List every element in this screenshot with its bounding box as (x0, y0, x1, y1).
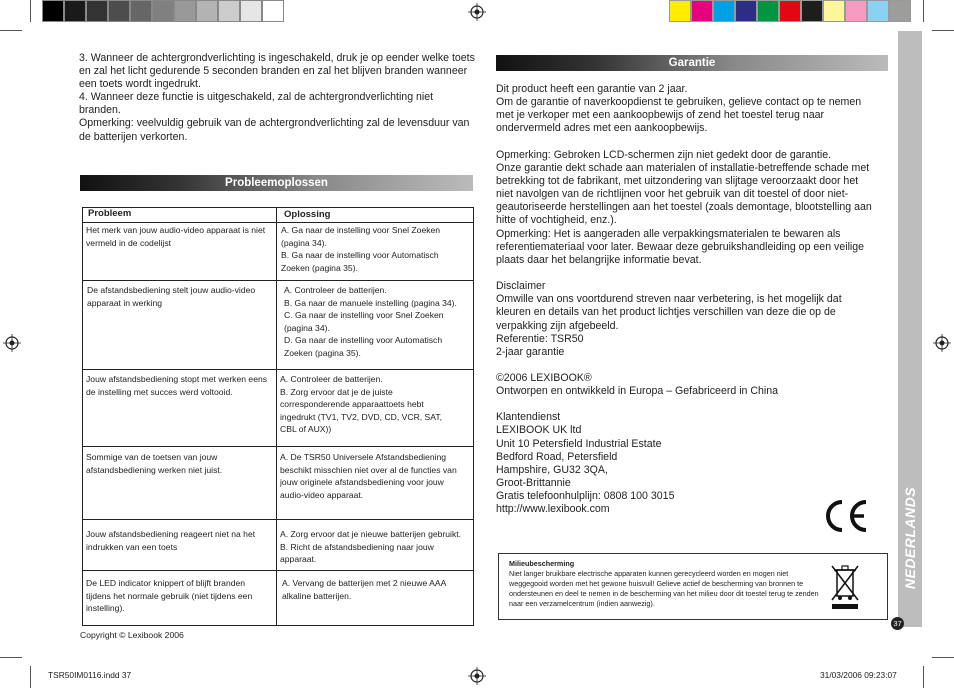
grey-swatch (130, 0, 152, 22)
table-row-solution (284, 284, 469, 360)
environment-title: Milieubescherming (509, 559, 575, 568)
solution-step: C. Ga naar de instelling voor Snel Zoeken (pagina 34). (284, 310, 444, 333)
language-label-text: NEDERLANDS (902, 486, 918, 590)
grey-swatch (218, 0, 240, 22)
packaging-note: Opmerking: Het is aangeraden alle verpakkingsmaterialen te bewaren als referentiemateriaal voor later. Bewaar deze gebruikshandleiding op een veilige plaats daar het belangrijke informatie bevat. (496, 227, 865, 266)
solution-step: B. Ga naar de manuele instelling (pagina 34). (284, 297, 457, 308)
disclaimer-text: Omwille van ons voortdurend streven naar verbetering, is het mogelijk dat kleuren en details van het product lichtjes verschillen van deze die op de verpakking zijn afgebeeld. (496, 293, 842, 332)
warranty-coverage: Onze garantie dekt schade aan materialen of installatie-betreffende schade met betrekking tot de fabrikant, met uitzondering van slijtage veroorzaakt door het niet navolgen van de richtlijnen voor het gebruik van dit toestel of door niet-geautoriseerde herstellingen aan het toestel (zoals demontage, blootstelling aan hitte of vochtigheid, enz.). (496, 161, 872, 227)
grey-swatch (42, 0, 64, 22)
color-swatch (801, 0, 823, 22)
solution-step: A. Vervang de batterijen met 2 nieuwe AAA alkaline batterijen. (282, 578, 446, 601)
solution-step: A. Controleer de batterijen. (284, 285, 387, 295)
address-line: Groot-Brittannie (496, 477, 571, 490)
solution-step: A. Controleer de batterijen. (280, 374, 383, 384)
table-border-bottom (82, 625, 474, 626)
table-row-problem: De LED indicator knippert of blijft branden tijdens het normale gebruik (niet tijdens een instelling). (86, 578, 253, 614)
footer-file: TSR50IM0116.indd 37 (48, 670, 132, 680)
troubleshooting-heading: Probleemoplossen (80, 175, 473, 191)
table-border-right (473, 207, 474, 626)
instruction-step-4: 4. Wanneer deze functie is uitgeschakeld, zal de achtergrondverlichting niet branden. (79, 91, 434, 117)
crossed-bin-icon (829, 562, 861, 612)
grey-swatch (86, 0, 108, 22)
table-row-rule (82, 446, 474, 447)
registration-mark-top (468, 3, 486, 21)
column-header-solution: Oplossing (284, 209, 331, 220)
solution-step: B. Zorg ervoor dat je de juiste corresponderende apparaattoets hebt ingedrukt (TV1, TV2, DVD, CD, VCR, SAT, CBL of AUX)) (280, 386, 443, 435)
solution-step: A. Zorg ervoor dat je nieuwe batterijen gebruikt. (280, 529, 462, 539)
table-row-solution (281, 224, 469, 274)
customer-service-title: Klantendienst (496, 411, 561, 424)
color-swatch (713, 0, 735, 22)
grey-swatch (108, 0, 130, 22)
column-header-problem: Probleem (88, 208, 132, 219)
color-swatch (867, 0, 889, 22)
copyright-lexibook: ©2006 LEXIBOOK® (496, 371, 592, 384)
address-line: LEXIBOOK UK ltd (496, 424, 582, 437)
color-swatch (669, 0, 691, 22)
warranty-line: Om de garantie of naverkoopdienst te gebruiken, gelieve contact op te nemen met je verkoper met een aankoopbewijs of zend het toestel terug naar ondervermeld adres met een aankoopbewijs. (496, 96, 862, 135)
address-line: Unit 10 Petersfield Industrial Estate (496, 437, 662, 450)
language-label (898, 480, 922, 600)
reference: Referentie: TSR50 (496, 332, 584, 345)
ce-mark-icon (822, 498, 870, 534)
grey-swatch (64, 0, 86, 22)
table-border-top (82, 207, 474, 208)
environment-notice (509, 559, 825, 609)
color-swatch (889, 0, 911, 22)
origin: Ontworpen en ontwikkeld in Europa – Gefabriceerd in China (496, 385, 779, 398)
warranty-heading: Garantie (496, 55, 888, 71)
grey-swatch (152, 0, 174, 22)
table-row-rule (82, 369, 474, 370)
instruction-step-3: 3. Wanneer de achtergrondverlichting is ingeschakeld, druk je op eender welke toets en zal het licht gedurende 5 seconden branden en zal het blijven branden wanneer een toets wordt ingedrukt. (79, 52, 475, 91)
color-swatch (779, 0, 801, 22)
registration-mark-left (3, 334, 21, 352)
disclaimer-title: Disclaimer (496, 280, 546, 293)
solution-step: A. Ga naar de instelling voor Snel Zoeken (pagina 34). (281, 225, 441, 248)
table-row-rule (82, 519, 474, 520)
address-line: Bedford Road, Petersfield (496, 450, 618, 463)
table-row-rule (82, 570, 474, 571)
table-header-rule (82, 222, 474, 223)
address-line: Hampshire, GU32 3QA, (496, 463, 608, 476)
warranty-text (496, 83, 876, 517)
grey-swatch (196, 0, 218, 22)
table-row-problem: Sommige van de toetsen van jouw afstandsbediening werken niet juist. (86, 452, 223, 475)
helpline: Gratis telefoonhulplijn: 0808 100 3015 (496, 490, 675, 503)
grey-swatch (174, 0, 196, 22)
copyright: Copyright © Lexibook 2006 (80, 630, 184, 640)
grey-swatch (262, 0, 284, 22)
table-row-solution (280, 451, 470, 501)
page-number: 37 (891, 617, 904, 630)
table-border-left (82, 207, 83, 626)
color-swatch (823, 0, 845, 22)
registration-mark-bottom (468, 667, 486, 685)
table-row-problem: Jouw afstandsbediening stopt met werken eens de instelling met succes werd voltooid. (86, 374, 268, 397)
environment-text: Niet langer bruikbare electrische apparaten kunnen gerecycleerd worden en mogen niet weggegooid worden met het gewone huisvuil! Gelieve actief de bescherming van bronnen te ondersteunen en deel te nemen in de bescherming van het milieu door dit toestel terug te zenden naar een verzamelcentrum (indien aanwezig). (509, 569, 819, 608)
solution-step: B. Richt de afstandsbediening naar jouw apparaat. (280, 541, 434, 565)
lcd-note: Opmerking: Gebroken LCD-schermen zijn niet gedekt door de garantie. (496, 148, 832, 161)
table-column-divider (276, 207, 277, 626)
backlight-instructions (79, 52, 475, 144)
color-swatch (757, 0, 779, 22)
registration-mark-right (933, 334, 951, 352)
color-swatch (735, 0, 757, 22)
warranty-line: Dit product heeft een garantie van 2 jaar. (496, 83, 688, 95)
grey-swatch (240, 0, 262, 22)
website-link[interactable]: http://www.lexibook.com (496, 503, 610, 516)
backlight-note: Opmerking: veelvuldig gebruik van de achtergrondverlichting zal de levensduur van de batterijen verkorten. (79, 117, 470, 143)
warranty-period: 2-jaar garantie (496, 345, 565, 358)
table-row-rule (82, 280, 474, 281)
table-row-solution (282, 577, 467, 602)
table-row-solution (280, 373, 460, 436)
table-row-solution (280, 528, 472, 566)
color-swatch (845, 0, 867, 22)
solution-step: B. Ga naar de instelling voor Automatisch Zoeken (pagina 35). (281, 250, 439, 273)
solution-step: A. De TSR50 Universele Afstandsbediening beschikt misschien niet over al de functies van jouw originele afstandsbediening voor jouw audio-video apparaat. (280, 452, 457, 500)
footer-datetime: 31/03/2006 09:23:07 (820, 670, 897, 680)
solution-step: D. Ga naar de instelling voor Automatisch Zoeken (pagina 35). (284, 335, 443, 358)
table-row-problem: Jouw afstandsbediening reageert niet na het indrukken van een toets (86, 529, 256, 552)
table-row-problem: Het merk van jouw audio-video apparaat is niet vermeld in de codelijst (86, 225, 266, 248)
table-row-problem: De afstandsbediening stelt jouw audio-video apparaat in werking (87, 285, 256, 308)
color-swatch (691, 0, 713, 22)
